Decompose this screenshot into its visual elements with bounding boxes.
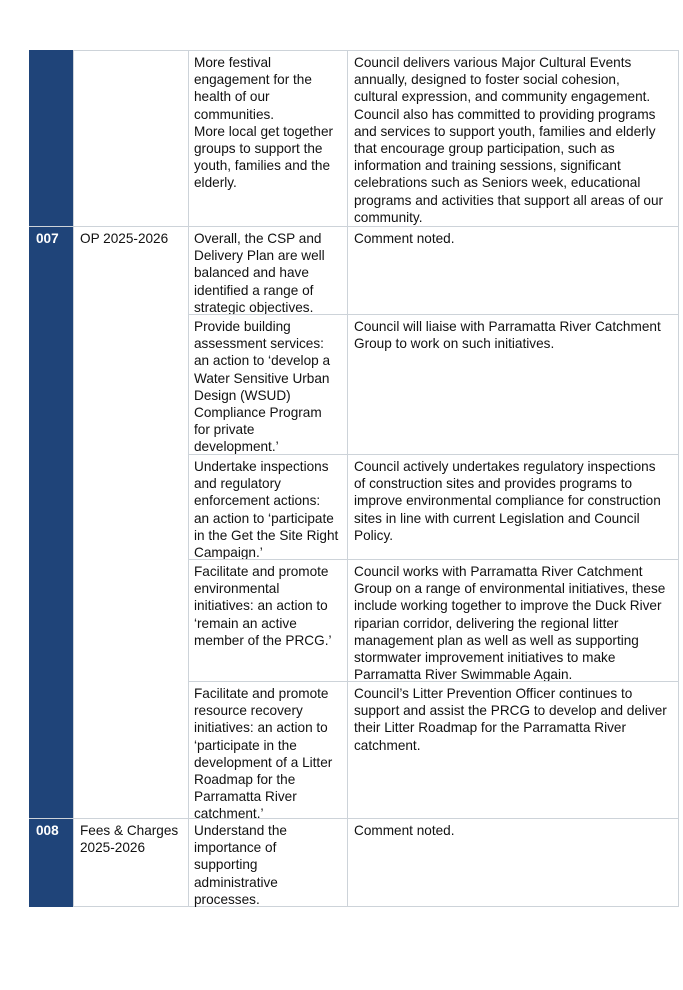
submission-text: Provide building assessment services: an action to ‘develop a Water Sensitive Urban Design (WSUD) Compliance Program for private development.’ (188, 314, 347, 454)
submission-id-cell (29, 226, 73, 818)
table-row (188, 818, 679, 907)
submission-id-cell (29, 818, 73, 907)
submission-id: 008 (36, 823, 59, 838)
table-row-group (29, 226, 679, 822)
document-cell (73, 226, 188, 818)
submission-id-cell (29, 50, 73, 226)
submission-text: Overall, the CSP and Delivery Plan are well balanced and have identified a range of strategic objectives. (188, 226, 347, 314)
table-row (188, 681, 679, 822)
response-text: Comment noted. (347, 226, 679, 314)
document-name: 2025-2026 (80, 840, 146, 856)
submission-text: More festival engagement for the health of our communities. More local get together groups to support the youth, families and the elderly. (188, 50, 347, 226)
table-row (188, 50, 679, 226)
table-row-group (29, 818, 679, 907)
document-cell (73, 50, 188, 226)
submission-text: Understand the importance of supporting administrative processes. (188, 818, 347, 907)
response-text: Council delivers various Major Cultural Events annually, designed to foster social cohesion, cultural expression, and community engagement. Council also has committed to providing programs and services to support youth, families and elderly that encourage group participation, such as information and training sessions, significant celebrations such as Seniors week, educational programs and activities that support all areas of our community. (347, 50, 679, 226)
table-row (188, 559, 679, 681)
document-name: OP 2025-2026 (80, 231, 169, 246)
table-row (188, 226, 679, 314)
response-text: Council actively undertakes regulatory inspections of construction sites and provides programs to improve environmental compliance for construction sites in line with current Legislation and Council Policy. (347, 454, 679, 559)
submission-text: Undertake inspections and regulatory enforcement actions: an action to ‘participate in the Get the Site Right Campaign.’ (188, 454, 347, 559)
response-text: Council’s Litter Prevention Officer continues to support and assist the PRCG to develop and deliver their Litter Roadmap for the Parramatta River catchment. (347, 681, 679, 818)
submission-text: Facilitate and promote environmental initiatives: an action to ‘remain an active member of the PRCG.’ (188, 559, 347, 681)
submissions-table (29, 50, 679, 907)
submission-text: Facilitate and promote resource recovery initiatives: an action to ‘participate in the development of a Litter Roadmap for the Parramatta River catchment.’ (188, 681, 347, 818)
document-name: Fees & Charges (80, 823, 179, 838)
document-cell (73, 818, 188, 907)
table-row (188, 454, 679, 559)
response-text: Council works with Parramatta River Catchment Group on a range of environmental initiatives, these include working together to improve the Duck River riparian corridor, delivering the regional litter management plan as well as well as supporting stormwater improvement initiatives to make Parramatta River Swimmable Again. (347, 559, 679, 681)
response-text: Comment noted. (347, 818, 679, 907)
table-row (188, 314, 679, 454)
response-text: Council will liaise with Parramatta River Catchment Group to work on such initiatives. (347, 314, 679, 454)
submission-id: 007 (36, 231, 59, 246)
table-row-group (29, 50, 679, 226)
